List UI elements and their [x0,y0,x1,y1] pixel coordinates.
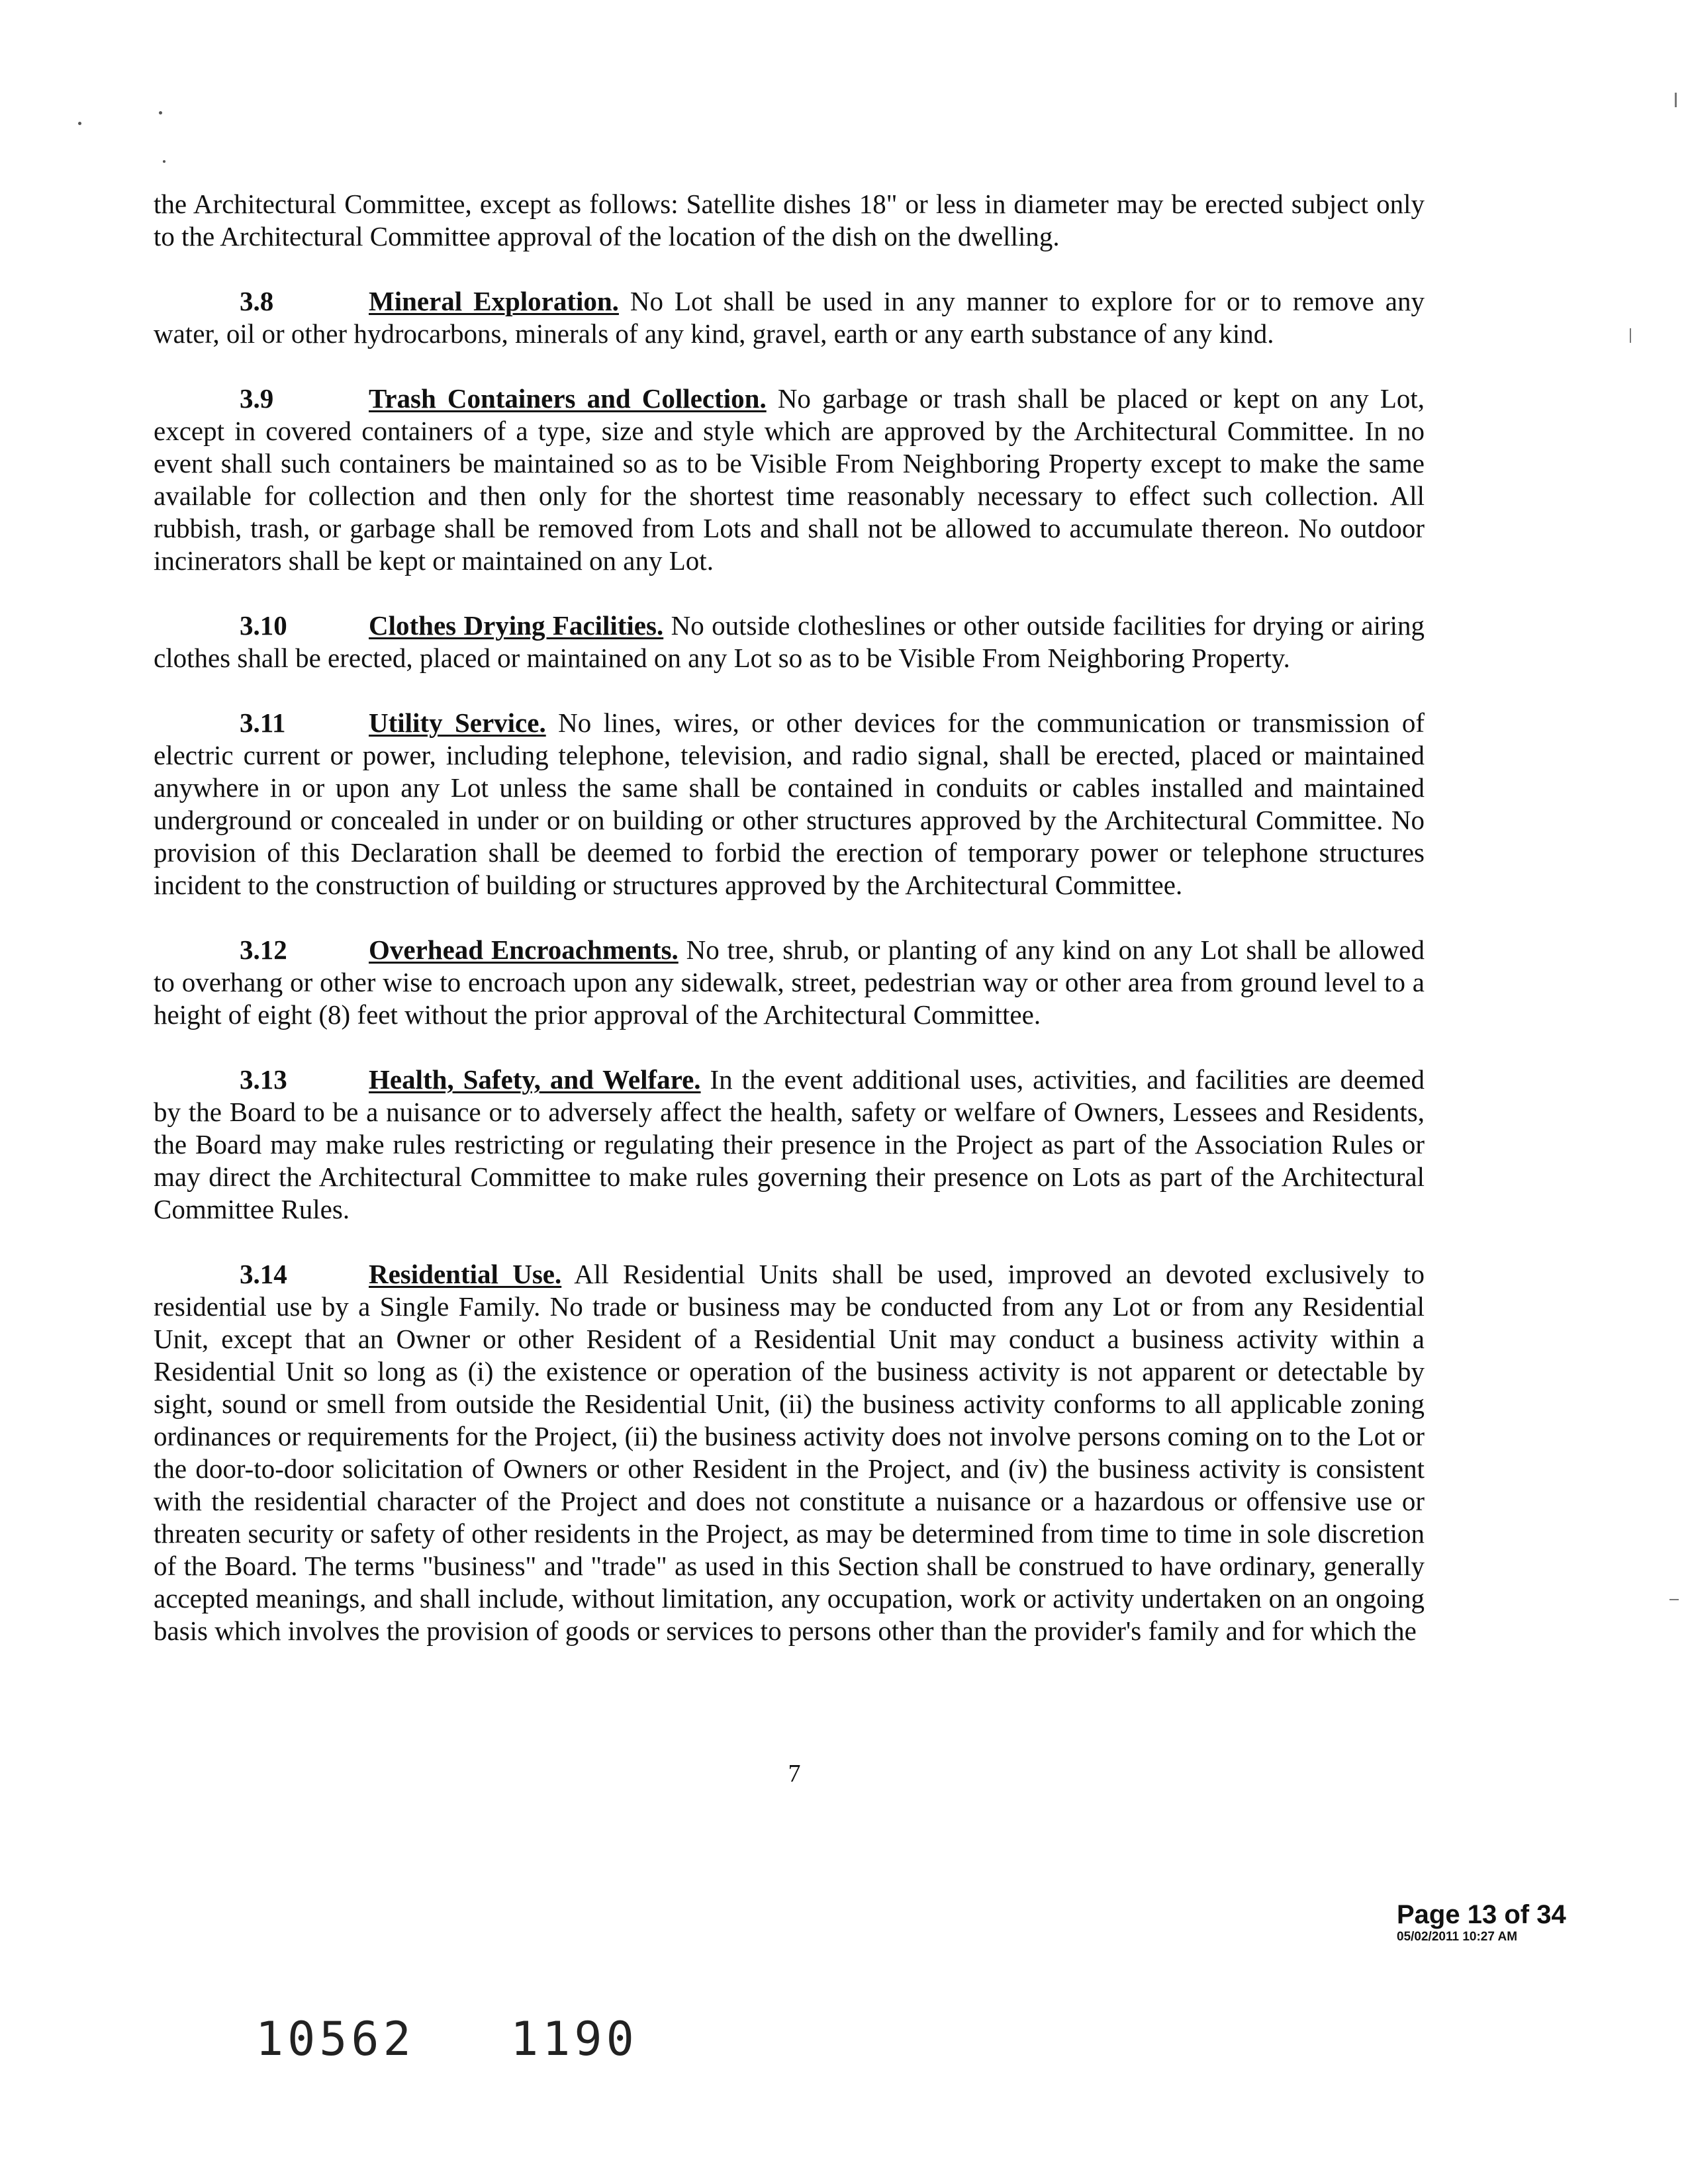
section-text: No Lot shall be used in any manner to explore for or to remove any water, oil or other hydrocarbons, minerals of any kind, gravel, earth or any earth substance of any kind. [154,286,1425,349]
stamp-datetime: 05/02/2011 10:27 AM [1397,1930,1518,1944]
section-title: Overhead Encroachments. [369,934,679,965]
section-text: No lines, wires, or other devices for the communication or transmission of electric current or power, including telephone, television, and radio signal, shall be erected, placed or maintained anywhere in or upon any Lot unless the same shall be contained in conduits or cables installed and maintained underground or concealed in under or on building or other structures approved by the Architectural Committee. No provision of this Declaration shall be deemed to forbid the erection of temporary power or telephone structures incident to the construction of building or structures approved by the Architectural Committee. [154,707,1425,900]
section-3-11 [154,707,1425,901]
section-title: Utility Service. [369,707,546,738]
section-3-9 [154,383,1425,577]
section-text: No tree, shrub, or planting of any kind on any Lot shall be allowed to overhang or other wise to encroach upon any sidewalk, street, pedestrian way or other area from ground level to a height of eight (8) feet without the prior approval of the Architectural Committee. [154,934,1425,1030]
section-text: No garbage or trash shall be placed or kept on any Lot, except in covered containers of a type, size and style which are approved by the Architectural Committee. In no event shall such containers be maintained so as to be Visible From Neighboring Property except to make the same available for collection and then only for the shortest time reasonably necessary to effect such collection. All rubbish, trash, or garbage shall be removed from Lots and shall not be allowed to accumulate thereon. No outdoor incinerators shall be kept or maintained on any Lot. [154,383,1425,576]
section-number: 3.10 [240,610,287,641]
section-3-12 [154,934,1425,1031]
section-number: 3.12 [240,934,287,965]
section-number: 3.13 [240,1064,287,1095]
section-title: Residential Use. [369,1259,562,1289]
scan-speck [78,122,81,125]
section-3-8 [154,285,1425,350]
section-title: Health, Safety, and Welfare. [369,1064,701,1095]
section-3-13 [154,1064,1425,1226]
section-text: All Residential Units shall be used, improved an devoted exclusively to residential use by a Single Family. No trade or business may be conducted from any Lot or from any Residential Unit, except that an Owner or other Resident of a Residential Unit may conduct a business activity within a Residential Unit so long as (i) the existence or operation of the business activity is not apparent or detectable by sight, sound or smell from outside the Residential Unit, (ii) the business activity conforms to all applicable zoning ordinances or requirements for the Project, (ii) the business activity does not involve persons coming on to the Lot or the door-to-door solicitation of Owners or other Resident in the Project, and (iv) the business activity is consistent with the residential character of the Project and does not constitute a nuisance or a hazardous or offensive use or threaten security or safety of other residents in the Project, as may be determined from time to time in sole discretion of the Board. The terms "business" and "trade" as used in this Section shall be construed to have ordinary, generally accepted meanings, and shall include, without limitation, any occupation, work or activity undertaken on an ongoing basis which involves the provision of goods or services to persons other than the provider's family and for which the [154,1259,1425,1646]
document-body [154,188,1425,1680]
section-3-10 [154,610,1425,674]
page-number: 7 [788,1760,801,1788]
section-text: No outside clotheslines or other outside facilities for drying or airing clothes shall be erected, placed or maintained on any Lot so as to be Visible From Neighboring Property. [154,610,1425,673]
section-text: In the event additional uses, activities, and facilities are deemed by the Board to be a nuisance or to adversely affect the health, safety or welfare of Owners, Lessees and Residents, the Board may make rules restricting or regulating their presence in the Project as part of the Association Rules or may direct the Architectural Committee to make rules governing their presence on Lots as part of the Architectural Committee Rules. [154,1064,1425,1224]
stamp-page-label: Page 13 of 34 [1397,1900,1566,1929]
section-number: 3.9 [240,383,274,414]
section-3-14 [154,1258,1425,1647]
scan-margin-mark [1630,328,1631,343]
section-number: 3.14 [240,1259,287,1289]
recording-number: 10562 1190 [256,2012,638,2066]
recorder-stamp [1397,1899,1566,1944]
intro-paragraph: the Architectural Committee, except as follows: Satellite dishes 18" or less in diameter may be erected subject only to the Architectural Committee approval of the location of the dish on the dwelling. [154,189,1425,251]
section-title: Mineral Exploration. [369,286,619,316]
section-number: 3.11 [240,707,286,738]
scan-margin-mark [1669,1599,1679,1600]
scan-speck [163,160,165,163]
section-title: Trash Containers and Collection. [369,383,767,414]
section-number: 3.8 [240,286,274,316]
scan-margin-mark [1675,93,1677,107]
scan-speck [159,111,162,114]
section-title: Clothes Drying Facilities. [369,610,664,641]
